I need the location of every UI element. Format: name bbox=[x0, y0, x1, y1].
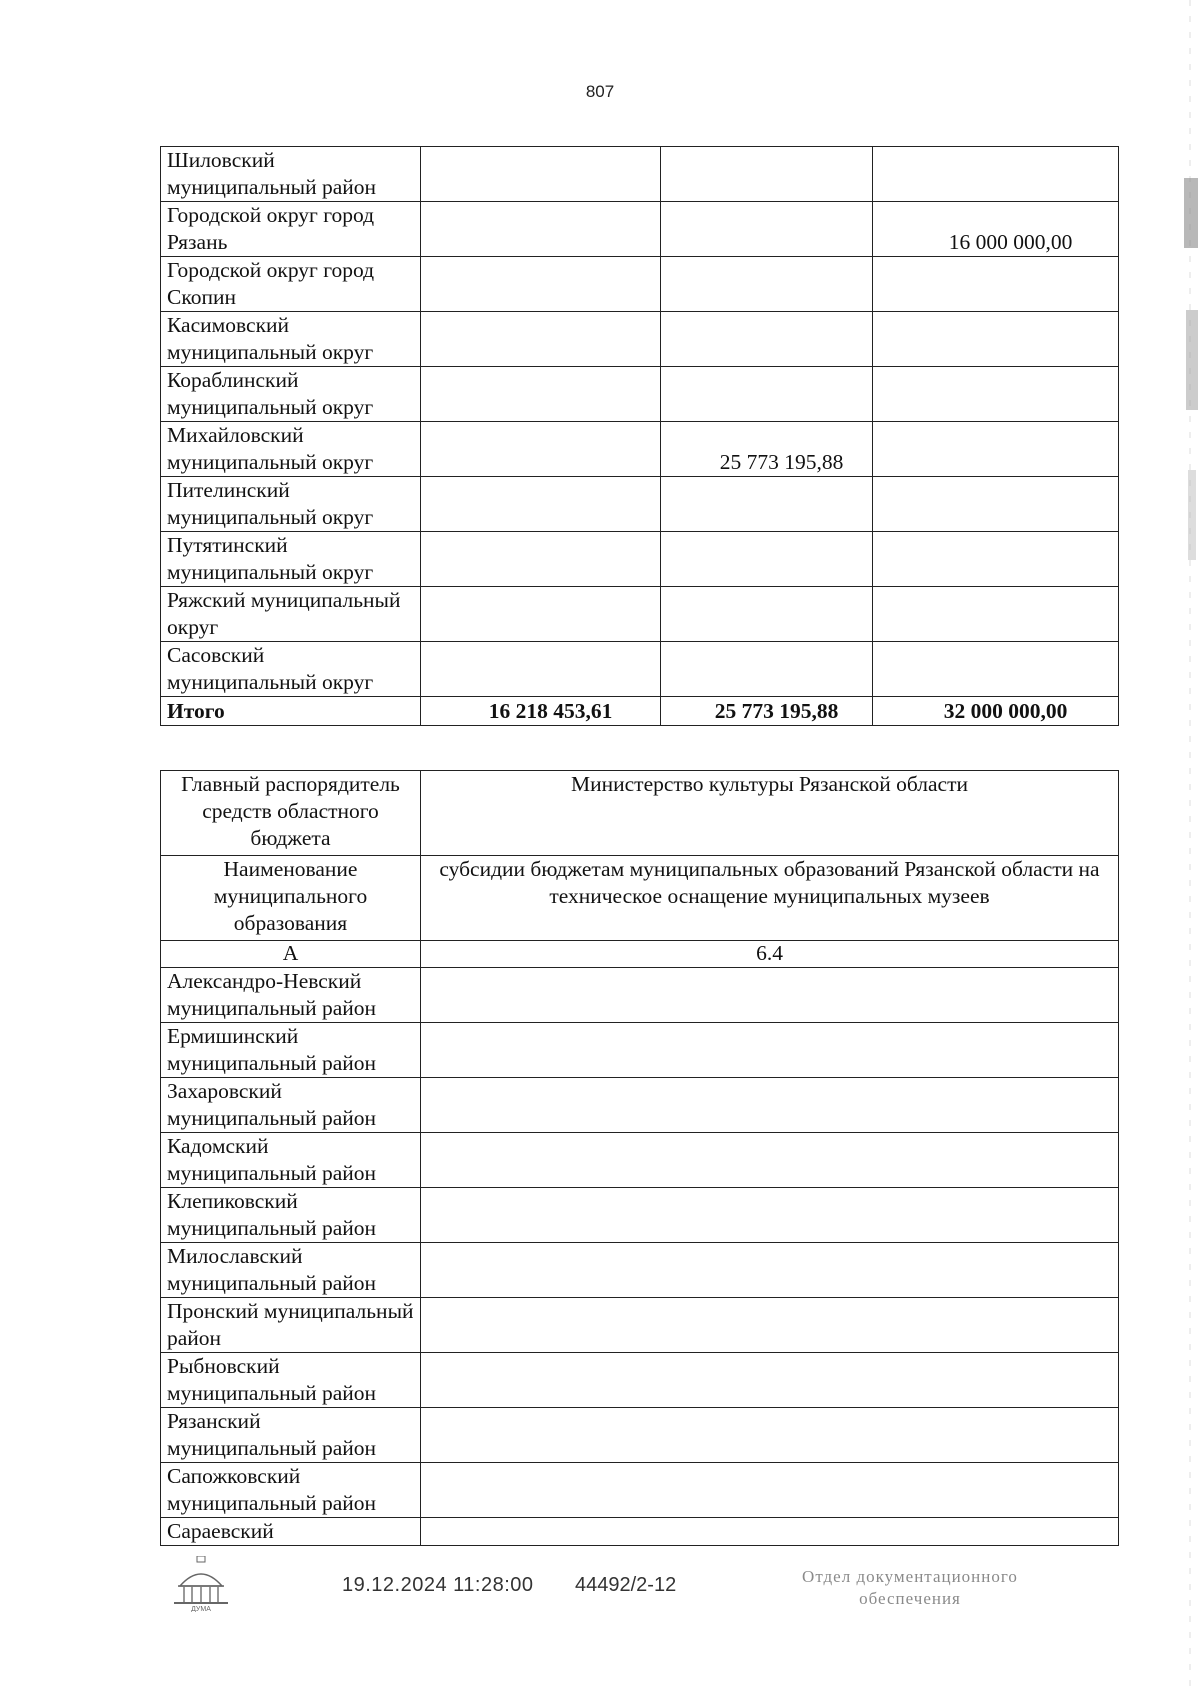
registration-number: 44492/2-12 bbox=[575, 1574, 677, 1596]
amount-cell bbox=[421, 1243, 1119, 1298]
amount-cell bbox=[421, 1463, 1119, 1518]
department-stamp bbox=[760, 1566, 1060, 1610]
amount-cell bbox=[421, 1298, 1119, 1353]
amount-cell bbox=[873, 257, 1119, 312]
amount-cell bbox=[421, 312, 661, 367]
amount-cell bbox=[421, 1188, 1119, 1243]
amount-cell bbox=[421, 1133, 1119, 1188]
municipality-name: Путятинский муниципальный округ bbox=[161, 532, 421, 587]
table-row bbox=[161, 1463, 1119, 1518]
total-amount: 32 000 000,00 bbox=[873, 697, 1119, 726]
municipality-name: Рыбновский муниципальный район bbox=[161, 1353, 421, 1408]
amount-cell bbox=[661, 532, 873, 587]
amount-cell bbox=[421, 1023, 1119, 1078]
amount-cell: 25 773 195,88 bbox=[661, 422, 873, 477]
municipality-name: Касимовский муниципальный округ bbox=[161, 312, 421, 367]
amount-cell bbox=[421, 587, 661, 642]
municipality-name: Городской округ город Скопин bbox=[161, 257, 421, 312]
table-row bbox=[161, 1023, 1119, 1078]
amount-cell bbox=[661, 312, 873, 367]
table-row bbox=[161, 1408, 1119, 1463]
amount-cell bbox=[421, 642, 661, 697]
registration-datetime: 19.12.2024 11:28:00 bbox=[342, 1574, 534, 1596]
table-row bbox=[161, 587, 1119, 642]
municipality-name: Шиловский муниципальный район bbox=[161, 147, 421, 202]
table-row bbox=[161, 312, 1119, 367]
amount-cell bbox=[661, 257, 873, 312]
amount-cell bbox=[873, 587, 1119, 642]
municipality-name: Сапожковский муниципальный район bbox=[161, 1463, 421, 1518]
table-row bbox=[161, 1133, 1119, 1188]
amount-cell bbox=[421, 532, 661, 587]
amount-cell bbox=[421, 257, 661, 312]
stamp-line: Отдел документационного bbox=[802, 1567, 1018, 1586]
total-amount: 16 218 453,61 bbox=[421, 697, 661, 726]
amount-cell bbox=[661, 477, 873, 532]
duma-building-logo-icon bbox=[170, 1556, 232, 1612]
municipality-name: Рязанский муниципальный район bbox=[161, 1408, 421, 1463]
municipality-name: Захаровский муниципальный район bbox=[161, 1078, 421, 1133]
page-number: 807 bbox=[585, 82, 615, 101]
amount-cell bbox=[421, 1353, 1119, 1408]
header-ministry: Министерство культуры Рязанской области bbox=[421, 771, 1119, 856]
amount-cell bbox=[421, 367, 661, 422]
table-row bbox=[161, 968, 1119, 1023]
table-row bbox=[161, 1243, 1119, 1298]
column-code: 6.4 bbox=[421, 941, 1119, 968]
amount-cell bbox=[661, 587, 873, 642]
amount-cell bbox=[873, 367, 1119, 422]
amount-cell bbox=[873, 642, 1119, 697]
scan-edge-artifact bbox=[1180, 0, 1200, 1695]
table-row bbox=[161, 1518, 1119, 1546]
amount-cell bbox=[873, 477, 1119, 532]
municipality-name: Александро-Невский муниципальный район bbox=[161, 968, 421, 1023]
table-header-row bbox=[161, 856, 1119, 941]
table-header-row bbox=[161, 771, 1119, 856]
subsidy-table-continued bbox=[160, 146, 1119, 726]
table-row bbox=[161, 1078, 1119, 1133]
amount-cell bbox=[421, 147, 661, 202]
amount-cell bbox=[873, 312, 1119, 367]
column-code: А bbox=[161, 941, 421, 968]
total-amount: 25 773 195,88 bbox=[661, 697, 873, 726]
table-row bbox=[161, 147, 1119, 202]
amount-cell bbox=[421, 1518, 1119, 1546]
amount-cell bbox=[421, 1078, 1119, 1133]
header-main-manager: Главный распорядитель средств областного бюджета bbox=[161, 771, 421, 856]
amount-cell bbox=[421, 968, 1119, 1023]
amount-cell bbox=[421, 1408, 1119, 1463]
municipality-name: Кораблинский муниципальный округ bbox=[161, 367, 421, 422]
amount-cell bbox=[421, 202, 661, 257]
table-row bbox=[161, 477, 1119, 532]
municipality-name: Сасовский муниципальный округ bbox=[161, 642, 421, 697]
municipality-name: Сараевский bbox=[161, 1518, 421, 1546]
municipality-name: Милославский муниципальный район bbox=[161, 1243, 421, 1298]
museum-subsidy-table bbox=[160, 770, 1119, 1546]
municipality-name: Пронский муниципальный район bbox=[161, 1298, 421, 1353]
table-row bbox=[161, 642, 1119, 697]
stamp-line: обеспечения bbox=[859, 1589, 961, 1608]
amount-cell bbox=[873, 422, 1119, 477]
total-label: Итого bbox=[161, 697, 421, 726]
table-row bbox=[161, 1188, 1119, 1243]
table-row bbox=[161, 202, 1119, 257]
table-row bbox=[161, 367, 1119, 422]
table-row bbox=[161, 532, 1119, 587]
amount-cell bbox=[661, 367, 873, 422]
svg-text:ДУМА: ДУМА bbox=[191, 1606, 211, 1612]
amount-cell bbox=[873, 147, 1119, 202]
header-municipality: Наименование муниципального образования bbox=[161, 856, 421, 941]
amount-cell bbox=[873, 532, 1119, 587]
amount-cell bbox=[421, 422, 661, 477]
amount-cell bbox=[661, 202, 873, 257]
table-row bbox=[161, 1353, 1119, 1408]
municipality-name: Клепиковский муниципальный район bbox=[161, 1188, 421, 1243]
table-row bbox=[161, 257, 1119, 312]
table-row bbox=[161, 1298, 1119, 1353]
municipality-name: Михайловский муниципальный округ bbox=[161, 422, 421, 477]
column-code-row bbox=[161, 941, 1119, 968]
municipality-name: Ряжский муниципальный округ bbox=[161, 587, 421, 642]
municipality-name: Городской округ город Рязань bbox=[161, 202, 421, 257]
municipality-name: Ермишинский муниципальный район bbox=[161, 1023, 421, 1078]
amount-cell bbox=[661, 642, 873, 697]
total-row bbox=[161, 697, 1119, 726]
header-subsidy-purpose: субсидии бюджетам муниципальных образований Рязанской области на техническое оснащение муниципальных музеев bbox=[421, 856, 1119, 941]
amount-cell bbox=[661, 147, 873, 202]
municipality-name: Пителинский муниципальный округ bbox=[161, 477, 421, 532]
amount-cell bbox=[421, 477, 661, 532]
municipality-name: Кадомский муниципальный район bbox=[161, 1133, 421, 1188]
table-row bbox=[161, 422, 1119, 477]
amount-cell: 16 000 000,00 bbox=[873, 202, 1119, 257]
